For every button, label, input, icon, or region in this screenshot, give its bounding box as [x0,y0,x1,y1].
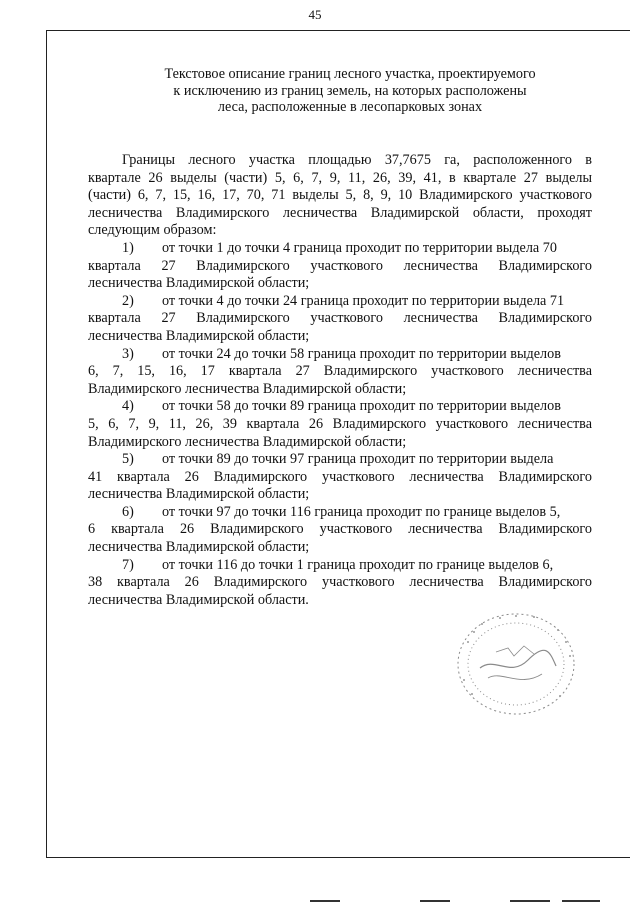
intro-line-2: квартале 26 выделы (части) 5, 6, 7, 9, 11, 26, 39, 41, в квартале 27 выделы [88,169,592,186]
item-third-line: лесничества Владимирской области; [88,539,310,556]
item-second-line: квартала 27 Владимирского участкового лесничества Владимирского [88,310,592,327]
page-number: 45 [308,7,322,22]
item-first-line: от точки 58 до точки 89 граница проходит по территории выделов [162,398,561,415]
item-second-line: 41 квартала 26 Владимирского участкового лесничества Владимирского [88,468,592,485]
title-line-1: Текстовое описание границ лесного участка, проектируемого [164,66,536,82]
title-line-3: леса, расположенные в лесопарковых зонах [217,99,483,115]
intro-line-5: следующим образом: [88,222,217,239]
list-item [88,557,592,610]
item-first-line: от точки 24 до точки 58 граница проходит по территории выделов [162,345,561,362]
intro-line-1: Границы лесного участка площадью 37,7675 га, расположенного в [122,152,592,168]
document-body [88,152,592,609]
item-first-line: от точки 116 до точки 1 граница проходит по границе выделов 6, [162,556,554,573]
item-first-line: от точки 97 до точки 116 граница проходит по границе выделов 5, [162,503,561,520]
list-item [88,346,592,399]
item-number: 4) [122,398,134,415]
list-item [88,240,592,293]
document-title [90,66,610,116]
item-third-line: лесничества Владимирской области; [88,327,310,344]
item-second-line: 5, 6, 7, 9, 11, 26, 39 квартала 26 Владимирского участкового лесничества [88,415,592,432]
item-second-line: 6 квартала 26 Владимирского участкового лесничества Владимирского [88,521,592,538]
list-item [88,398,592,451]
list-item [88,293,592,346]
item-number: 1) [122,239,134,256]
official-seal [450,608,580,720]
item-number: 2) [122,292,134,309]
item-third-line: Владимирского лесничества Владимирской области; [88,433,407,450]
item-third-line: лесничества Владимирской области. [88,591,309,608]
intro-paragraph [88,152,592,240]
intro-line-3: (части) 6, 7, 15, 16, 17, 70, 71 выделы 5, 8, 9, 10 Владимирского участкового [88,187,592,204]
scan-artifact-marks [300,893,630,904]
list-item [88,451,592,504]
item-first-line: от точки 1 до точки 4 граница проходит по территории выдела 70 [162,239,557,256]
item-second-line: квартала 27 Владимирского участкового лесничества Владимирского [88,257,592,274]
item-first-line: от точки 4 до точки 24 граница проходит по территории выдела 71 [162,292,565,309]
item-third-line: Владимирского лесничества Владимирской области; [88,380,407,397]
intro-line-4: лесничества Владимирского лесничества Владимирской области, проходят [88,204,592,221]
item-second-line: 38 квартала 26 Владимирского участкового лесничества Владимирского [88,574,592,591]
item-number: 5) [122,451,134,468]
item-third-line: лесничества Владимирской области; [88,486,310,503]
item-third-line: лесничества Владимирской области; [88,275,310,292]
item-second-line: 6, 7, 15, 16, 17 квартала 27 Владимирского участкового лесничества [88,363,592,380]
list-item [88,504,592,557]
item-number: 3) [122,345,134,362]
item-number: 6) [122,503,134,520]
item-number: 7) [122,556,134,573]
item-first-line: от точки 89 до точки 97 граница проходит по территории выдела [162,451,554,468]
title-line-2: к исключению из границ земель, на которых расположены [173,82,527,99]
